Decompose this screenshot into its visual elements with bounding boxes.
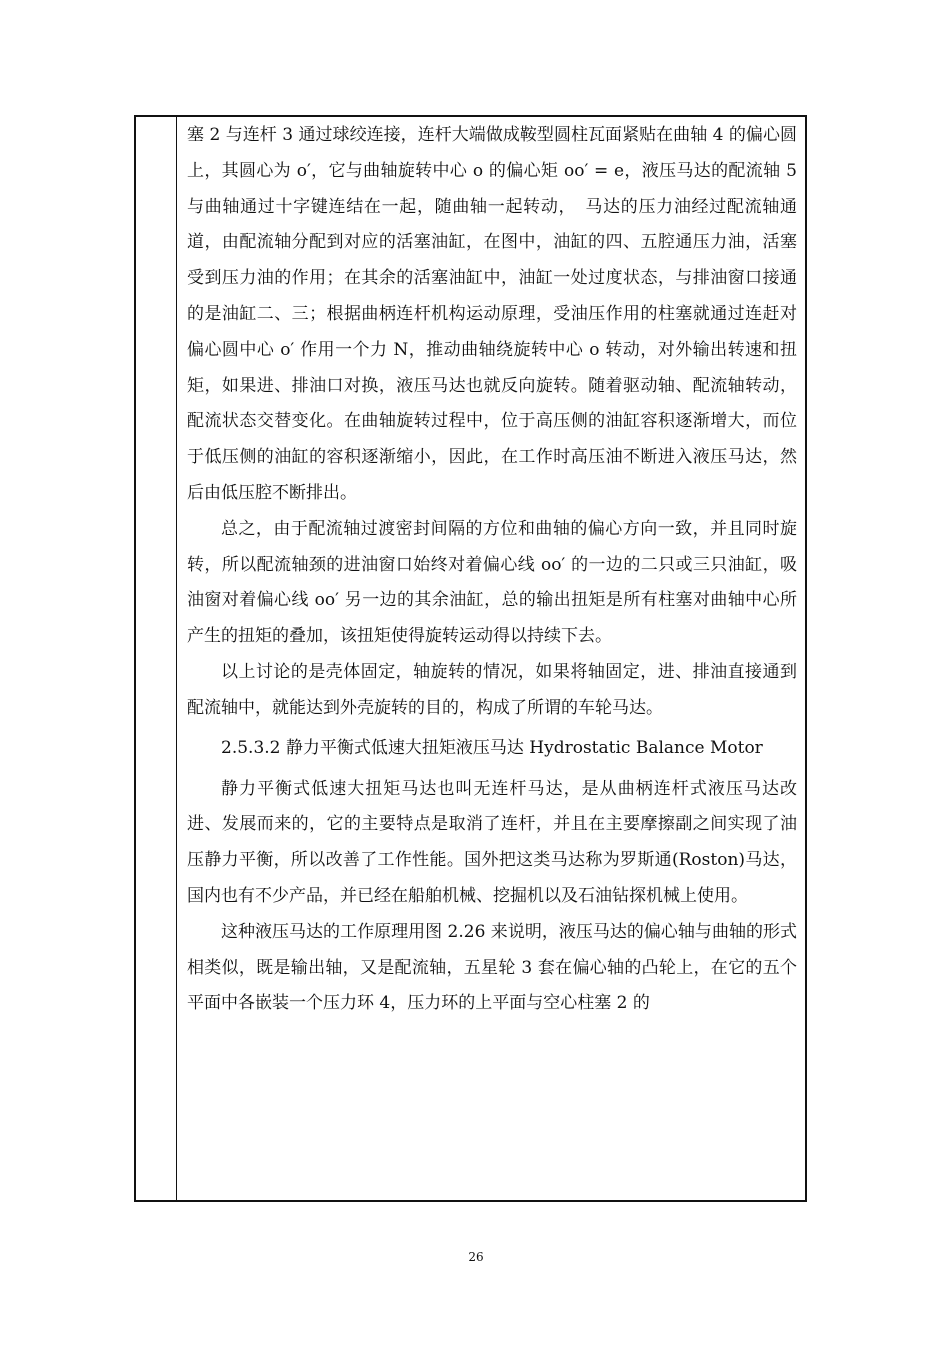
paragraph-4: 静力平衡式低速大扭矩马达也叫无连杆马达，是从曲柄连杆式液压马达改进、发展而来的，它的主要特点是取消了连杆，并且在主要摩擦副之间实现了油压静力平衡，所以改善了工作性能。国外把这类马达称为罗斯通(Roston)马达，国内也有不少产品，并已经在船舶机械、挖掘机以及石油钻探机械上使用。 xyxy=(187,778,797,906)
left-margin-column xyxy=(136,117,177,1200)
page-number: 26 xyxy=(468,1250,484,1264)
paragraph-3: 以上讨论的是壳体固定，轴旋转的情况，如果将轴固定，进、排油直接通到配流轴中，就能达到外壳旋转的目的，构成了所谓的车轮马达。 xyxy=(187,661,797,718)
section-heading xyxy=(187,727,797,772)
document-table-frame xyxy=(134,115,807,1202)
paragraph-2: 总之，由于配流轴过渡密封间隔的方位和曲轴的偏心方向一致，并且同时旋转，所以配流轴颈的进油窗口始终对着偏心线 oo′ 的一边的二只或三只油缸，吸油窗对着偏心线 oo′ 另一边的其余油缸，总的输出扭矩是所有柱塞对曲轴中心所产生的扭矩的叠加，该扭矩使得旋转运动得以持续下去。 xyxy=(187,518,797,647)
content-cell xyxy=(176,117,805,1200)
section-heading-text: 2.5.3.2 静力平衡式低速大扭矩液压马达 Hydrostatic Balance Motor xyxy=(221,738,763,759)
paragraph-5: 这种液压马达的工作原理用图 2.26 来说明，液压马达的偏心轴与曲轴的形式相类似，既是输出轴，又是配流轴，五星轮 3 套在偏心轴的凸轮上，在它的五个平面中各嵌装一个压力环 4，压力环的上平面与空心柱塞 2 的 xyxy=(187,921,797,1014)
paragraph-1: 塞 2 与连杆 3 通过球绞连接，连杆大端做成鞍型圆柱瓦面紧贴在曲轴 4 的偏心圆上，其圆心为 o′，它与曲轴旋转中心 o 的偏心矩 oo′ = e，液压马达的配流轴 5 与曲轴通过十字键连结在一起，随曲轴一起转动， 马达的压力油经过配流轴通道，由配流轴分配到对应的活塞油缸，在图中，油缸的四、五腔通压力油，活塞受到压力油的作用；在其余的活塞油缸中，油缸一处过度状态，与排油窗口接通的是油缸二、三；根据曲柄连杆机构运动原理，受油压作用的柱塞就通过连赶对偏心圆中心 o′ 作用一个力 N，推动曲轴绕旋转中心 o 转动，对外输出转速和扭矩，如果进、排油口对换，液压马达也就反向旋转。随着驱动轴、配流轴转动，配流状态交替变化。在曲轴旋转过程中，位于高压侧的油缸容积逐渐增大，而位于低压侧的油缸的容积逐渐缩小，因此，在工作时高压油不断进入液压马达，然后由低压腔不断排出。 xyxy=(187,125,797,503)
